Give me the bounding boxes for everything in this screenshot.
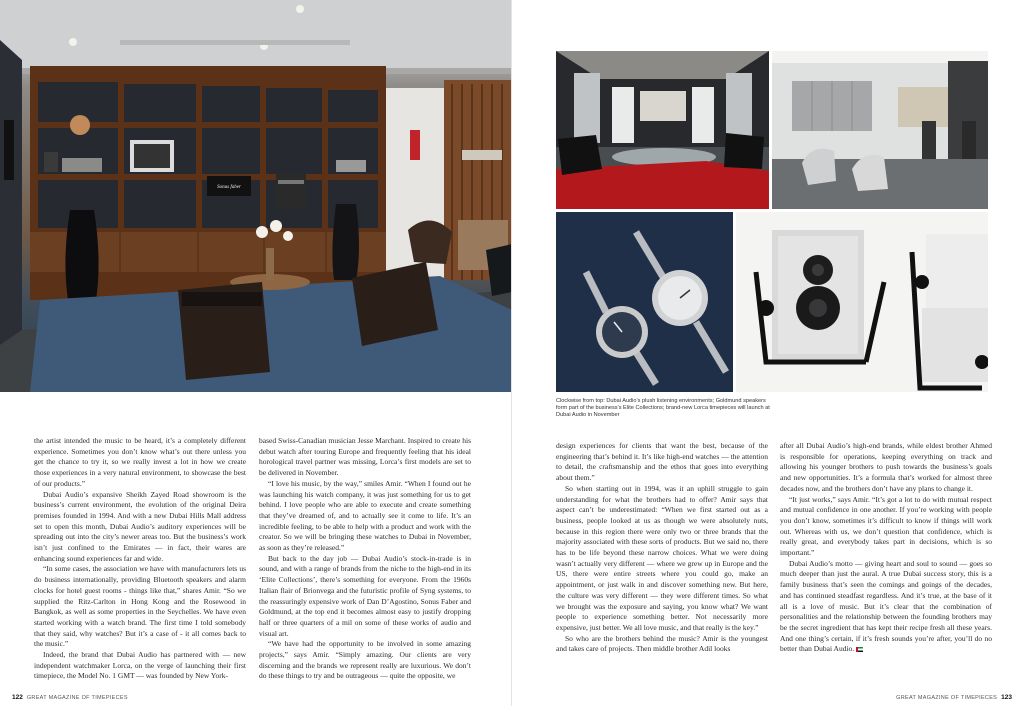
paragraph: “I love his music, by the way,” smiles Amir. “When I found out he was launching his watch company, it was just something for us to get behind. I love people who are able to execute and create something that they’ve dreamed of, and to actually see it come to life. It’s an incredible feeling, to be able to help with a product and work with the creator. So we will be bringing these watches to Dubai in November, as soon as they’re released.” (259, 478, 471, 553)
paragraph: But back to the day job — Dubai Audio’s stock-in-trade is in sound, and with a range of brands from the niche to the high-end in its ‘Elite Collections’, there’s something for everyone. From the 1960s Italian flair of Brionvega and the futuristic profile of Syng systems, to the reassuringly expensive work of Dan D’Agostino, Sonus Faber and Goldmund, at the top end it becomes almost easy to justify dropping half or three quarters of a mil on some of these works of audio and visual art. (259, 553, 471, 638)
listening-room-photo-2 (772, 51, 988, 209)
speakers-photo (736, 212, 988, 392)
uae-flag-icon (856, 647, 863, 652)
paragraph: after all Dubai Audio’s high-end brands, while eldest brother Ahmed is responsible for operations, keeping everything on track and allowing his younger brothers to push towards the business’s goals and new opportunities. It’s a formula that’s worked for almost three decades now, and the brothers don’t have any plans to change it. (780, 441, 992, 493)
paragraph: So when starting out in 1994, was it an uphill struggle to gain understanding for what the brothers had to offer? Amir says that aspect can’t be underestimated: “When we first started out as a business, people looked at us as though we were absolutely nuts, because in this region there were only two or three brands that the majority associated with these sorts of products. But we said no, there has to be life beyond these narrow choices. What we were doing wasn’t actually very different — where we grew up in Europe and the US, there were entire streets where you could go, make an appointment, or just walk in and discover something new. But here, the culture was very different — they were different times. So what we brought was the exposure and saying, you know what? We want people to experience something better. Not necessarily more expensive, just better. We all love music, and that really is the key.” (556, 483, 768, 632)
listening-room-photo-1 (556, 51, 769, 209)
magazine-name: GREAT MAGAZINE OF TIMEPIECES (26, 695, 128, 701)
page-number: 123 (1001, 694, 1012, 701)
paragraph: based Swiss-Canadian musician Jesse Marchant. Inspired to create his debut watch after touring Europe and frequently feeling that his ideal horological travel partner was missing, Lorca’s first models are set to be delivered in November. (259, 436, 471, 478)
left-column-1 (34, 436, 246, 682)
page-folio-right (896, 694, 1012, 701)
shelf-brand-label: Sonus faber (217, 185, 241, 190)
paragraph: “It just works,” says Amir. “It’s got a lot to do with mutual respect and mutual confidence in one another. If you’re working with people you don’t know, sometimes it’s difficult to know if things will work out. Whereas with us, we don’t question that confidence, which is really great, and everybody takes part in decisions, which is so important.” (780, 494, 992, 558)
paragraph: Indeed, the brand that Dubai Audio has partnered with — new independent watchmaker Lorca, on the verge of launching their first timepiece, the Model No. 1 GMT — was founded by New York- (34, 650, 246, 681)
paragraph: “We have had the opportunity to be involved in some amazing projects,” says Amir. “Simply amazing. Our clients are very discerning and the brands we represent really are luxurious. We don’t do these things to try and be outrageous — quite the opposite, we (259, 639, 471, 681)
paragraph: Dubai Audio’s expansive Sheikh Zayed Road showroom is the business’s current environment, the evolution of the original Deira premises founded in 1994. And with a new Dubai Hills Mall address set to open this month, Dubai Audio’s auditory experiences will be spreading out into the city’s newer areas too. But the business’s work isn’t just confined to the Emirates — in fact, their wares are enhancing sound experiences far and wide. (34, 489, 246, 563)
magazine-name: GREAT MAGAZINE OF TIMEPIECES (896, 695, 998, 701)
paragraph: design experiences for clients that want the best, because of the engineering that’s behind it. It’s like high-end watches — the attention to detail, the craftsmanship and the ethos that goes into everything about them.” (556, 441, 768, 483)
showroom-illustration (0, 0, 512, 392)
showroom-photo (0, 0, 512, 392)
right-page (512, 0, 1024, 706)
right-column-2 (780, 441, 992, 655)
photo-caption: Clockwise from top: Dubai Audio’s plush listening environments; Goldmund speakers form part of the business’s Elite Collections; brand-new Lorca timepieces will launch at Dubai Audio in November (556, 398, 770, 419)
page-folio-left (12, 694, 128, 701)
paragraph: “In some cases, the association we have with manufacturers lets us do business internationally, providing Bluetooth speakers and alarm clocks for hotel guest rooms - things like that,” shares Amir. “So we supplied the Ritz-Carlton in Hong Kong and the Rosewood in Bangkok, as well as some properties in the Seychelles. We have even started working with a watch brand. The first time I told somebody that they said, why watches? But it’s a case of - it all comes back to the music.” (34, 564, 246, 649)
paragraph: Dubai Audio’s motto — giving heart and soul to sound — goes so much deeper than just the aural. A true Dubai success story, this is a family business that’s seen the comings and goings of the decades, and has continued steadfast regardless. And it’s true, at the base of it all is a love of music. But it’s clear that the combination of personalities and the relationship between the founding brothers may be the secret ingredient that has kept their recipe fresh all these years. And one thing’s certain, if it’s fresh sounds you’re after, you’ll do no better than Dubai Audio. (780, 558, 992, 654)
paragraph: the artist intended the music to be heard, it’s a completely different experience. Sometimes you don’t know what’s out there unless you get the chance to try it, so we really invest a lot in how we create those experiences in a very natural environment, to showcase the best of our products.” (34, 436, 246, 488)
left-column-2 (259, 436, 471, 682)
watches-photo (556, 212, 733, 392)
paragraph: So who are the brothers behind the music? Amir is the youngest and takes care of projects. Then middle brother Adil looks (556, 633, 768, 654)
right-column-1 (556, 441, 768, 655)
page-number: 122 (12, 694, 23, 701)
